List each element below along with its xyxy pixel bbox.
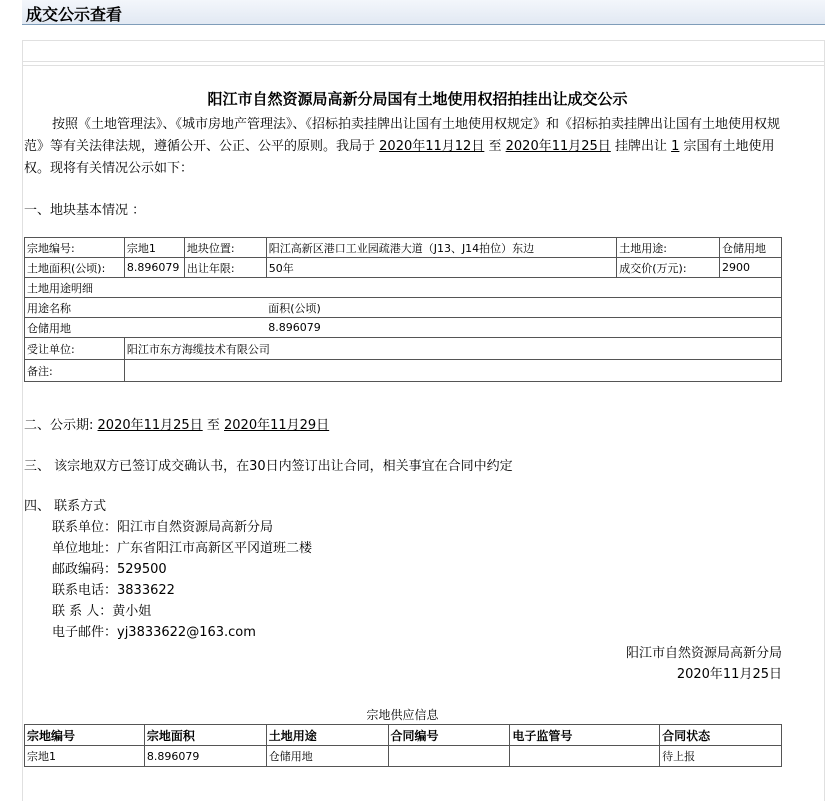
section-4-title: 四、 联系方式	[24, 499, 107, 514]
value-price: 2900	[720, 258, 782, 278]
label-term: 出让年限:	[184, 258, 266, 278]
page-header-title: 成交公示查看	[26, 5, 123, 24]
supply-header: 合同状态	[660, 725, 782, 746]
value-remark	[124, 360, 781, 382]
contact-email: 电子邮件：yj3833622@163.com	[52, 625, 256, 640]
value-use-area: 8.896079	[266, 318, 781, 338]
supply-cell: 仓储用地	[266, 746, 388, 767]
value-term: 50年	[266, 258, 617, 278]
supply-table	[24, 724, 782, 767]
value-use: 仓储用地	[720, 238, 782, 258]
contact-address: 单位地址：广东省阳江市高新区平冈道班二楼	[52, 541, 313, 556]
label-location: 地块位置:	[184, 238, 266, 258]
supply-cell	[388, 746, 510, 767]
table-row	[25, 746, 782, 767]
supply-header: 宗地编号	[25, 725, 145, 746]
signature-org: 阳江市自然资源局高新分局	[625, 646, 782, 661]
contact-unit: 联系单位：阳江市自然资源局高新分局	[52, 520, 274, 535]
supply-cell	[510, 746, 660, 767]
header-use-area: 面积(公顷)	[266, 298, 781, 318]
value-parcel-no: 宗地1	[124, 238, 184, 258]
value-location: 阳江高新区港口工业园疏港大道（J13、J14拍位）东边	[266, 238, 617, 258]
publicity-end: 2020年11月29日	[224, 418, 330, 433]
supply-header: 电子监管号	[510, 725, 660, 746]
header-bar	[22, 0, 825, 25]
supply-caption: 宗地供应信息	[366, 708, 439, 722]
label-area: 土地面积(公顷):	[25, 258, 125, 278]
contact-phone: 联系电话：3833622	[52, 583, 175, 598]
value-grantee: 阳江市东方海缆技术有限公司	[124, 338, 781, 360]
notice-intro: 按照《土地管理法》、《城市房地产管理法》、《招标拍卖挂牌出让国有土地使用权规定》和《招标拍卖挂牌出让国有土地使用权规范》等有关法律法规，遵循公开、公正、公平的原则。我局于 2020年11月12日 至 2020年11月25日 挂牌出让 1 宗国有土地使用权。现将有关情况公示如下：	[24, 117, 781, 176]
label-use-detail: 土地用途明细	[25, 278, 782, 298]
divider	[23, 65, 824, 66]
supply-header: 合同编号	[388, 725, 510, 746]
date-end: 2020年11月25日	[505, 139, 611, 154]
label-grantee: 受让单位:	[25, 338, 125, 360]
header-use-name: 用途名称	[25, 298, 267, 318]
value-area: 8.896079	[124, 258, 184, 278]
supply-header: 土地用途	[266, 725, 388, 746]
supply-cell: 待上报	[660, 746, 782, 767]
value-use-name: 仓储用地	[25, 318, 267, 338]
section-3: 三、 该宗地双方已签订成交确认书，在30日内签订出让合同，相关事宜在合同中约定	[24, 459, 513, 474]
signature-date: 2020年11月25日	[676, 667, 782, 682]
label-parcel-no: 宗地编号:	[25, 238, 125, 258]
notice-title: 阳江市自然资源局高新分局国有土地使用权招拍挂出让成交公示	[207, 90, 628, 108]
contact-person: 联 系 人：黄小姐	[52, 604, 152, 619]
contact-postcode: 邮政编码：529500	[52, 562, 167, 577]
section-2: 二、公示期: 2020年11月25日 至 2020年11月29日	[24, 418, 330, 433]
parcel-count: 1	[671, 139, 680, 154]
date-start: 2020年11月12日	[379, 139, 485, 154]
label-remark: 备注:	[25, 360, 125, 382]
label-price: 成交价(万元):	[617, 258, 720, 278]
supply-cell: 宗地1	[25, 746, 145, 767]
supply-header: 宗地面积	[144, 725, 266, 746]
section-1-title: 一、地块基本情况 ：	[24, 203, 146, 218]
divider	[23, 61, 824, 62]
label-use: 土地用途:	[617, 238, 720, 258]
parcel-info-table	[24, 237, 782, 382]
publicity-start: 2020年11月25日	[97, 418, 203, 433]
supply-cell: 8.896079	[144, 746, 266, 767]
